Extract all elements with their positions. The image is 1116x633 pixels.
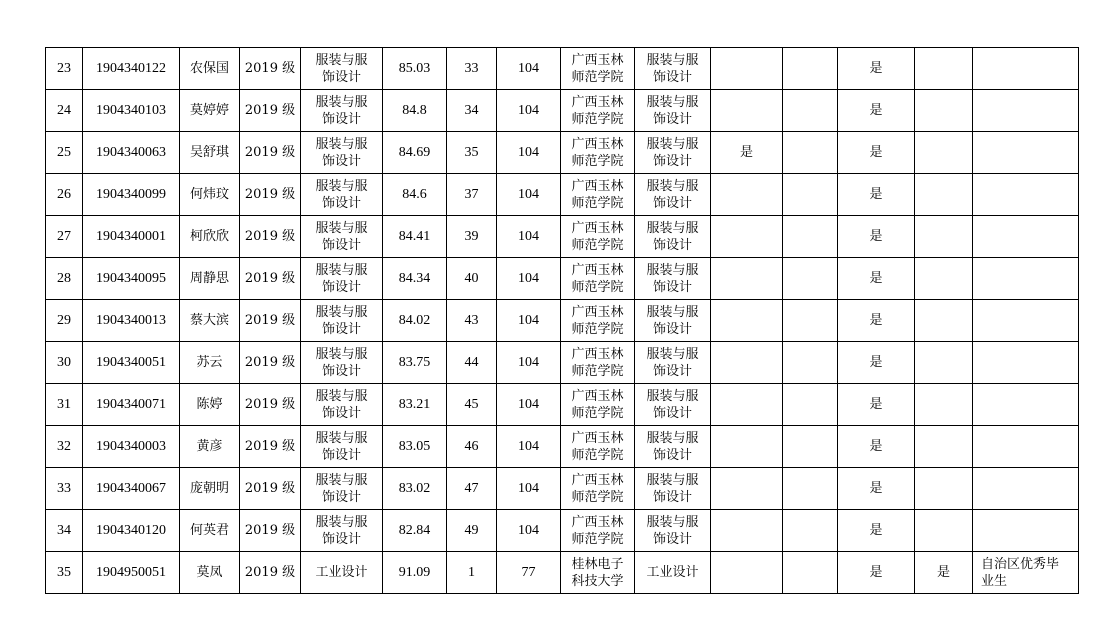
- remark-cell: [973, 300, 1079, 342]
- grade-cell: 2019 级: [240, 552, 301, 594]
- flag-cell-4: [915, 216, 973, 258]
- flag-cell-3: 是: [838, 90, 915, 132]
- table-row: [46, 384, 1079, 426]
- flag-cell-3: 是: [838, 342, 915, 384]
- school-cell-line: 广西玉林: [571, 472, 624, 488]
- row-number-cell: 24: [46, 90, 83, 132]
- flag-cell-2: [783, 174, 838, 216]
- major-cell: [301, 342, 383, 384]
- remark-cell: [973, 384, 1079, 426]
- rank-cell: 45: [447, 384, 497, 426]
- grade-cell: 2019 级: [240, 48, 301, 90]
- school-cell-line: 师范学院: [571, 195, 624, 211]
- flag-cell-4: [915, 426, 973, 468]
- school-cell-line: 广西玉林: [571, 514, 624, 530]
- row-number-cell: 35: [46, 552, 83, 594]
- flag-cell-4: 是: [915, 552, 973, 594]
- table-row: [46, 426, 1079, 468]
- major-cell-line: 服装与服: [315, 430, 368, 446]
- school-cell-line: 师范学院: [571, 69, 624, 85]
- table-row: [46, 90, 1079, 132]
- total-count-cell: 104: [497, 384, 561, 426]
- student-id-cell: 1904340103: [83, 90, 180, 132]
- flag-cell-2: [783, 552, 838, 594]
- table-row: [46, 48, 1079, 90]
- flag-cell-3: 是: [838, 552, 915, 594]
- student-name-cell: 周静思: [180, 258, 240, 300]
- target-major-cell: [635, 426, 711, 468]
- major-cell: [301, 90, 383, 132]
- student-name-cell: 何英君: [180, 510, 240, 552]
- target-major-cell-line: 饰设计: [652, 489, 692, 505]
- flag-cell-1: [711, 510, 783, 552]
- major-cell-line: 服装与服: [315, 346, 368, 362]
- target-major-cell: [635, 48, 711, 90]
- school-cell-line: 师范学院: [571, 153, 624, 169]
- flag-cell-2: [783, 468, 838, 510]
- school-cell: [561, 300, 635, 342]
- remark-cell: [973, 342, 1079, 384]
- target-major-cell: [635, 90, 711, 132]
- student-id-cell: 1904340001: [83, 216, 180, 258]
- rank-cell: 46: [447, 426, 497, 468]
- school-cell-line: 师范学院: [571, 363, 624, 379]
- flag-cell-1: [711, 258, 783, 300]
- flag-cell-2: [783, 48, 838, 90]
- target-major-cell-line: 饰设计: [652, 531, 692, 547]
- flag-cell-4: [915, 510, 973, 552]
- row-number-cell: 26: [46, 174, 83, 216]
- remark-cell: [973, 90, 1079, 132]
- remark-cell: [973, 510, 1079, 552]
- grade-cell: 2019 级: [240, 426, 301, 468]
- major-cell: [301, 468, 383, 510]
- remark-cell-line: 自治区优秀毕: [981, 556, 1060, 572]
- remark-cell: [973, 48, 1079, 90]
- school-cell-line: 师范学院: [571, 489, 624, 505]
- rank-cell: 47: [447, 468, 497, 510]
- remark-cell: [973, 174, 1079, 216]
- student-id-cell: 1904340071: [83, 384, 180, 426]
- school-cell: [561, 510, 635, 552]
- row-number-cell: 31: [46, 384, 83, 426]
- school-cell-line: 广西玉林: [571, 388, 624, 404]
- major-cell-line: 饰设计: [321, 279, 361, 295]
- student-name-cell: 陈婷: [180, 384, 240, 426]
- flag-cell-2: [783, 216, 838, 258]
- flag-cell-3: 是: [838, 48, 915, 90]
- remark-cell: [973, 132, 1079, 174]
- flag-cell-3: 是: [838, 468, 915, 510]
- target-major-cell-line: 服装与服: [646, 220, 699, 236]
- flag-cell-1: [711, 90, 783, 132]
- major-cell-line: 服装与服: [315, 220, 368, 236]
- row-number-cell: 33: [46, 468, 83, 510]
- flag-cell-2: [783, 426, 838, 468]
- flag-cell-4: [915, 468, 973, 510]
- remark-cell: [973, 468, 1079, 510]
- grade-cell: 2019 级: [240, 90, 301, 132]
- major-cell: [301, 426, 383, 468]
- remark-cell: [973, 258, 1079, 300]
- major-cell: [301, 174, 383, 216]
- grade-cell: 2019 级: [240, 300, 301, 342]
- major-cell-line: 饰设计: [321, 237, 361, 253]
- target-major-cell: [635, 384, 711, 426]
- major-cell-line: 服装与服: [315, 178, 368, 194]
- row-number-cell: 28: [46, 258, 83, 300]
- target-major-cell-line: 饰设计: [652, 363, 692, 379]
- student-name-cell: 柯欣欣: [180, 216, 240, 258]
- score-cell: 91.09: [383, 552, 447, 594]
- flag-cell-2: [783, 258, 838, 300]
- major-cell-line: 服装与服: [315, 388, 368, 404]
- flag-cell-1: [711, 48, 783, 90]
- total-count-cell: 104: [497, 468, 561, 510]
- grade-cell: 2019 级: [240, 342, 301, 384]
- table-row: [46, 258, 1079, 300]
- flag-cell-3: 是: [838, 300, 915, 342]
- major-cell: [301, 216, 383, 258]
- total-count-cell: 104: [497, 132, 561, 174]
- flag-cell-2: [783, 132, 838, 174]
- target-major-cell-line: 饰设计: [652, 69, 692, 85]
- school-cell-line: 师范学院: [571, 279, 624, 295]
- target-major-cell: [635, 174, 711, 216]
- row-number-cell: 29: [46, 300, 83, 342]
- major-cell-line: 饰设计: [321, 447, 361, 463]
- flag-cell-1: [711, 384, 783, 426]
- school-cell-line: 广西玉林: [571, 346, 624, 362]
- flag-cell-2: [783, 510, 838, 552]
- major-cell: [301, 132, 383, 174]
- student-name-cell: 黄彦: [180, 426, 240, 468]
- remark-cell-line: 业生: [981, 573, 1008, 589]
- school-cell-line: 科技大学: [571, 573, 624, 589]
- target-major-cell-line: 服装与服: [646, 94, 699, 110]
- student-id-cell: 1904340120: [83, 510, 180, 552]
- major-cell-line: 服装与服: [315, 304, 368, 320]
- row-number-cell: 34: [46, 510, 83, 552]
- student-id-cell: 1904340067: [83, 468, 180, 510]
- major-cell: [301, 300, 383, 342]
- total-count-cell: 104: [497, 48, 561, 90]
- target-major-cell-line: 饰设计: [652, 321, 692, 337]
- student-id-cell: 1904340063: [83, 132, 180, 174]
- score-cell: 82.84: [383, 510, 447, 552]
- major-cell: [301, 510, 383, 552]
- target-major-cell: [635, 258, 711, 300]
- major-cell-line: 服装与服: [315, 94, 368, 110]
- total-count-cell: 104: [497, 216, 561, 258]
- school-cell-line: 师范学院: [571, 237, 624, 253]
- student-name-cell: 莫婷婷: [180, 90, 240, 132]
- score-cell: 84.34: [383, 258, 447, 300]
- target-major-cell-line: 饰设计: [652, 111, 692, 127]
- student-name-cell: 蔡大滨: [180, 300, 240, 342]
- row-number-cell: 23: [46, 48, 83, 90]
- target-major-cell-line: 饰设计: [652, 153, 692, 169]
- student-name-cell: 农保国: [180, 48, 240, 90]
- flag-cell-3: 是: [838, 174, 915, 216]
- target-major-cell-line: 服装与服: [646, 346, 699, 362]
- school-cell-line: 广西玉林: [571, 94, 624, 110]
- grade-cell: 2019 级: [240, 132, 301, 174]
- school-cell-line: 桂林电子: [571, 556, 624, 572]
- target-major-cell-line: 服装与服: [646, 430, 699, 446]
- major-cell: [301, 258, 383, 300]
- flag-cell-3: 是: [838, 426, 915, 468]
- student-name-cell: 庞朝明: [180, 468, 240, 510]
- remark-cell: [973, 216, 1079, 258]
- score-cell: 83.75: [383, 342, 447, 384]
- student-name-cell: 苏云: [180, 342, 240, 384]
- school-cell: [561, 174, 635, 216]
- flag-cell-4: [915, 342, 973, 384]
- major-cell-line: 饰设计: [321, 69, 361, 85]
- flag-cell-3: 是: [838, 510, 915, 552]
- score-cell: 84.8: [383, 90, 447, 132]
- row-number-cell: 30: [46, 342, 83, 384]
- target-major-cell-line: 饰设计: [652, 405, 692, 421]
- school-cell-line: 广西玉林: [571, 430, 624, 446]
- table-row: [46, 132, 1079, 174]
- grade-cell: 2019 级: [240, 384, 301, 426]
- student-id-cell: 1904340051: [83, 342, 180, 384]
- rank-cell: 35: [447, 132, 497, 174]
- rank-cell: 44: [447, 342, 497, 384]
- student-name-cell: 吴舒琪: [180, 132, 240, 174]
- school-cell: [561, 342, 635, 384]
- student-id-cell: 1904340013: [83, 300, 180, 342]
- table-row: [46, 174, 1079, 216]
- target-major-cell: [635, 216, 711, 258]
- student-id-cell: 1904340003: [83, 426, 180, 468]
- major-cell-line: 服装与服: [315, 262, 368, 278]
- total-count-cell: 104: [497, 426, 561, 468]
- score-cell: 84.41: [383, 216, 447, 258]
- grade-cell: 2019 级: [240, 258, 301, 300]
- flag-cell-2: [783, 300, 838, 342]
- rank-cell: 40: [447, 258, 497, 300]
- major-cell: [301, 48, 383, 90]
- school-cell: [561, 48, 635, 90]
- student-id-cell: 1904340122: [83, 48, 180, 90]
- school-cell-line: 师范学院: [571, 405, 624, 421]
- grade-cell: 2019 级: [240, 216, 301, 258]
- flag-cell-1: [711, 426, 783, 468]
- major-cell-line: 服装与服: [315, 136, 368, 152]
- flag-cell-4: [915, 132, 973, 174]
- flag-cell-2: [783, 384, 838, 426]
- flag-cell-4: [915, 300, 973, 342]
- major-cell-line: 饰设计: [321, 405, 361, 421]
- score-cell: 84.6: [383, 174, 447, 216]
- target-major-cell-line: 饰设计: [652, 447, 692, 463]
- major-cell-line: 饰设计: [321, 531, 361, 547]
- school-cell: [561, 258, 635, 300]
- flag-cell-4: [915, 174, 973, 216]
- target-major-cell: [635, 468, 711, 510]
- flag-cell-1: [711, 216, 783, 258]
- score-cell: 84.02: [383, 300, 447, 342]
- rank-cell: 1: [447, 552, 497, 594]
- target-major-cell-line: 服装与服: [646, 472, 699, 488]
- table-row: [46, 216, 1079, 258]
- rank-cell: 39: [447, 216, 497, 258]
- flag-cell-1: [711, 300, 783, 342]
- table-body: [46, 48, 1079, 594]
- rank-cell: 34: [447, 90, 497, 132]
- major-cell: [301, 384, 383, 426]
- school-cell-line: 广西玉林: [571, 220, 624, 236]
- school-cell-line: 广西玉林: [571, 178, 624, 194]
- major-cell-line: 工业设计: [315, 565, 368, 580]
- target-major-cell-line: 服装与服: [646, 262, 699, 278]
- flag-cell-4: [915, 48, 973, 90]
- row-number-cell: 32: [46, 426, 83, 468]
- grade-cell: 2019 级: [240, 468, 301, 510]
- target-major-cell-line: 饰设计: [652, 195, 692, 211]
- major-cell-line: 饰设计: [321, 111, 361, 127]
- school-cell: [561, 426, 635, 468]
- major-cell-line: 饰设计: [321, 489, 361, 505]
- major-cell-line: 饰设计: [321, 195, 361, 211]
- major-cell-line: 服装与服: [315, 472, 368, 488]
- flag-cell-4: [915, 384, 973, 426]
- total-count-cell: 104: [497, 90, 561, 132]
- school-cell-line: 师范学院: [571, 321, 624, 337]
- school-cell-line: 师范学院: [571, 531, 624, 547]
- grade-cell: 2019 级: [240, 510, 301, 552]
- flag-cell-3: 是: [838, 132, 915, 174]
- major-cell-line: 饰设计: [321, 153, 361, 169]
- target-major-cell: [635, 342, 711, 384]
- student-list-table: [45, 47, 1079, 594]
- total-count-cell: 104: [497, 342, 561, 384]
- score-cell: 83.05: [383, 426, 447, 468]
- target-major-cell-line: 服装与服: [646, 388, 699, 404]
- flag-cell-1: 是: [711, 132, 783, 174]
- remark-cell: [973, 552, 1079, 594]
- student-name-cell: 何炜玟: [180, 174, 240, 216]
- major-cell-line: 饰设计: [321, 321, 361, 337]
- school-cell: [561, 132, 635, 174]
- total-count-cell: 77: [497, 552, 561, 594]
- row-number-cell: 25: [46, 132, 83, 174]
- major-cell-line: 饰设计: [321, 363, 361, 379]
- school-cell: [561, 90, 635, 132]
- school-cell: [561, 216, 635, 258]
- school-cell-line: 广西玉林: [571, 136, 624, 152]
- table-row: [46, 300, 1079, 342]
- flag-cell-2: [783, 90, 838, 132]
- flag-cell-2: [783, 342, 838, 384]
- total-count-cell: 104: [497, 300, 561, 342]
- flag-cell-3: 是: [838, 384, 915, 426]
- school-cell: [561, 468, 635, 510]
- school-cell-line: 师范学院: [571, 447, 624, 463]
- rank-cell: 33: [447, 48, 497, 90]
- target-major-cell-line: 服装与服: [646, 136, 699, 152]
- score-cell: 85.03: [383, 48, 447, 90]
- rank-cell: 37: [447, 174, 497, 216]
- score-cell: 83.21: [383, 384, 447, 426]
- remark-cell: [973, 426, 1079, 468]
- major-cell-line: 服装与服: [315, 514, 368, 530]
- target-major-cell-line: 服装与服: [646, 304, 699, 320]
- target-major-cell-line: 服装与服: [646, 178, 699, 194]
- target-major-cell: [635, 510, 711, 552]
- school-cell-line: 师范学院: [571, 111, 624, 127]
- school-cell-line: 广西玉林: [571, 262, 624, 278]
- target-major-cell: [635, 300, 711, 342]
- student-id-cell: 1904340099: [83, 174, 180, 216]
- flag-cell-1: [711, 552, 783, 594]
- flag-cell-1: [711, 468, 783, 510]
- score-cell: 84.69: [383, 132, 447, 174]
- student-id-cell: 1904340095: [83, 258, 180, 300]
- target-major-cell-line: 服装与服: [646, 514, 699, 530]
- school-cell-line: 广西玉林: [571, 304, 624, 320]
- target-major-cell-line: 饰设计: [652, 279, 692, 295]
- table-row: [46, 342, 1079, 384]
- target-major-cell-line: 饰设计: [652, 237, 692, 253]
- total-count-cell: 104: [497, 174, 561, 216]
- flag-cell-3: 是: [838, 258, 915, 300]
- student-id-cell: 1904950051: [83, 552, 180, 594]
- target-major-cell: [635, 132, 711, 174]
- total-count-cell: 104: [497, 258, 561, 300]
- target-major-cell-line: 工业设计: [646, 565, 699, 580]
- table-row: [46, 510, 1079, 552]
- table-row: [46, 552, 1079, 594]
- total-count-cell: 104: [497, 510, 561, 552]
- flag-cell-1: [711, 174, 783, 216]
- row-number-cell: 27: [46, 216, 83, 258]
- major-cell: [301, 552, 383, 594]
- flag-cell-1: [711, 342, 783, 384]
- rank-cell: 49: [447, 510, 497, 552]
- target-major-cell-line: 服装与服: [646, 52, 699, 68]
- major-cell-line: 服装与服: [315, 52, 368, 68]
- school-cell-line: 广西玉林: [571, 52, 624, 68]
- table-row: [46, 468, 1079, 510]
- grade-cell: 2019 级: [240, 174, 301, 216]
- flag-cell-4: [915, 258, 973, 300]
- score-cell: 83.02: [383, 468, 447, 510]
- student-name-cell: 莫凤: [180, 552, 240, 594]
- target-major-cell: [635, 552, 711, 594]
- school-cell: [561, 552, 635, 594]
- flag-cell-3: 是: [838, 216, 915, 258]
- rank-cell: 43: [447, 300, 497, 342]
- flag-cell-4: [915, 90, 973, 132]
- school-cell: [561, 384, 635, 426]
